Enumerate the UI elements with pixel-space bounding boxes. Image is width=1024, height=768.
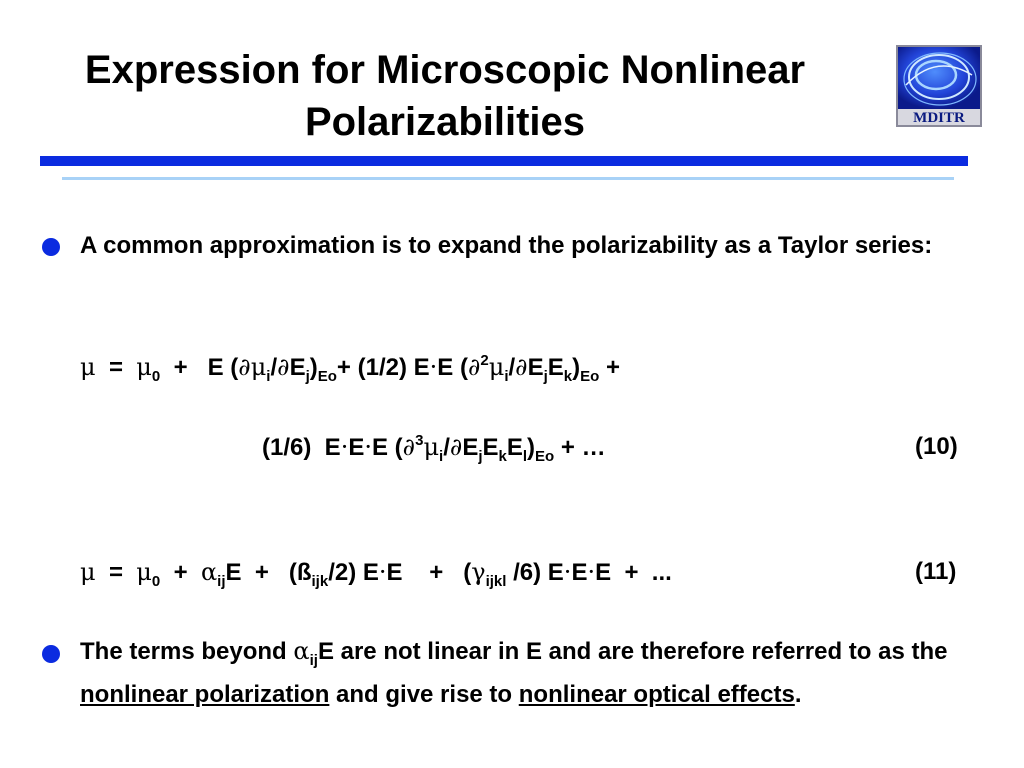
bullet-text-1: A common approximation is to expand the polarizability as a Taylor series: [80, 232, 933, 259]
title-line-1: Expression for Microscopic Nonlinear [84, 48, 806, 92]
nonlinear-optical-effects-term: nonlinear optical effects [518, 680, 795, 708]
bullet-marker [42, 238, 60, 256]
title-underline-thick [40, 156, 968, 166]
equation-11-number: (11) [915, 558, 957, 585]
bullet-2-body: E are not linear in E and are therefore referred to as the [317, 638, 948, 665]
equation-10-line-1: $\mu = \mu_0 + E$ $(\partial\mu_i/\partial E_j)_{Eo}+ (1/2)$ E·E $(\partial^2\mu_i/\partial E_jE_k)_{Eo}$ + [80, 352, 620, 385]
equation-10-line-2: (1/6) E·E·E $(\partial^3\mu_i/\partial E_jE_kE_l)_{Eo}$ + … [262, 432, 606, 465]
alpha-symbol: α [293, 637, 310, 665]
bullet-text-2 [80, 634, 1000, 712]
equation-11: $\mu = \mu_0 + \alpha_{ij}E$ + $(ß_{ijk}/2)$ E·E + ($\gamma_{ijkl}$ /6) E·E·E + ... [80, 558, 672, 590]
nonlinear-polarization-term: nonlinear polarization [80, 680, 330, 708]
title-line-2: Polarizabilities [304, 100, 586, 144]
bullet-2-end: . [794, 680, 802, 708]
equation-10-number: (10) [915, 433, 958, 460]
bullet-marker [42, 645, 60, 663]
slide-title [20, 44, 870, 148]
logo-text: MDITR [913, 110, 965, 126]
mditr-logo [896, 45, 982, 127]
title-underline-thin [62, 177, 954, 180]
bullet-2-middle: and give rise to [329, 680, 519, 708]
bullet-2-lead: The terms beyond [80, 638, 294, 665]
alpha-subscript: ij [309, 651, 318, 669]
